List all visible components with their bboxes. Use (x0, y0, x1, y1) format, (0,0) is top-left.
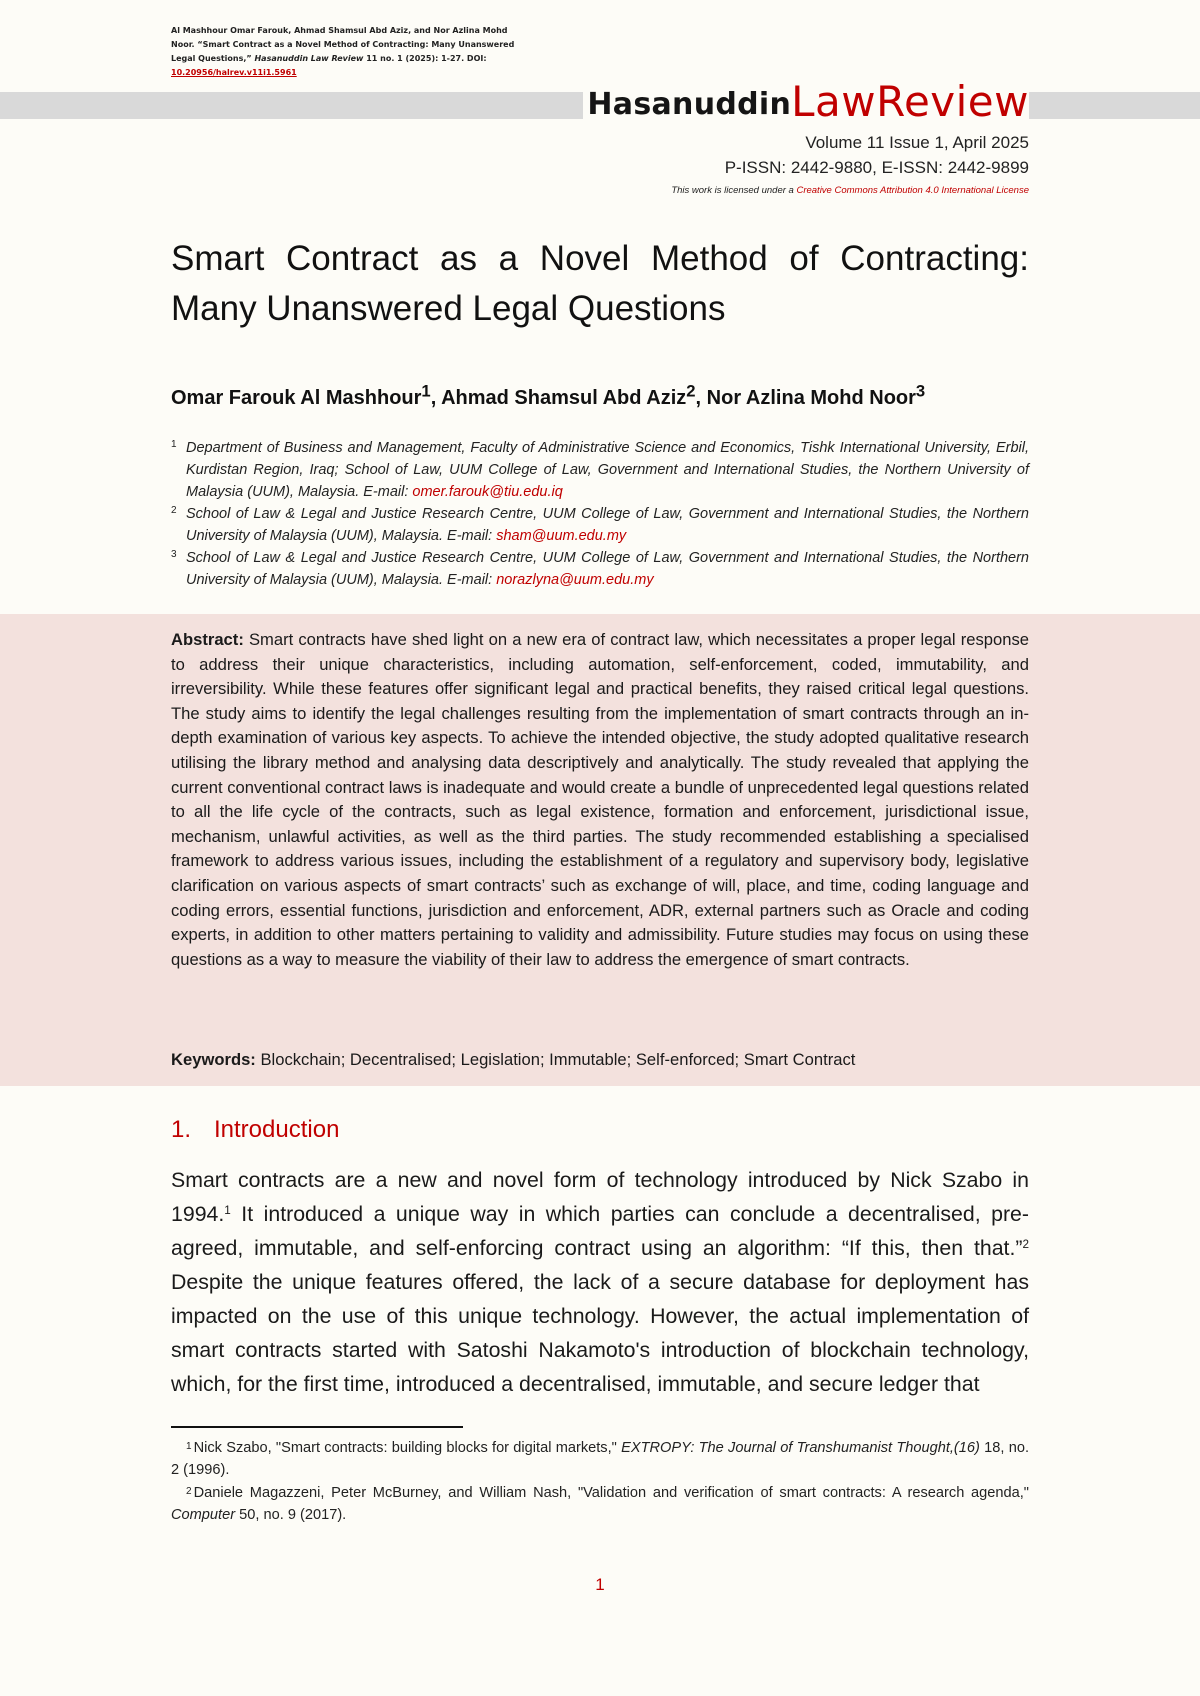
footnotes (171, 1436, 1029, 1526)
footnote-details: 18, no. 2 (1996). (171, 1440, 1029, 1478)
footnote-number: 1 (186, 1441, 192, 1452)
license-prefix: This work is licensed under a (671, 185, 794, 196)
footnote-source: Computer (171, 1507, 236, 1523)
paper-title: Smart Contract as a Novel Method of Contracting: Many Unanswered Legal Questions (171, 239, 1029, 328)
keywords-text: Blockchain; Decentralised; Legislation; Immutable; Self-enforced; Smart Contract (260, 1050, 856, 1069)
affiliation-body: School of Law & Legal and Justice Research Centre, UUM College of Law, Government and International Studies, the Northern University of Malaysia (UUM), Malaysia. E-mail: (186, 550, 1029, 588)
affiliation-number: 1 (171, 439, 177, 450)
author-name: Omar Farouk Al Mashhour (171, 386, 422, 409)
license-link[interactable]: Creative Commons Attribution 4.0 International License (796, 185, 1029, 196)
footnote-number: 2 (186, 1486, 192, 1497)
affiliations (171, 437, 1029, 591)
abstract-text: Smart contracts have shed light on a new era of contract law, which necessitates a proper legal response to address their unique characteristics, including automation, self-enforcement, coded, immutability, and irreversibility. While these features offer significant legal and practical benefits, they raised critical legal questions. The study aims to identify the legal challenges resulting from the implementation of smart contracts through an in-depth examination of various key aspects. To achieve the intended objective, the study adopted qualitative research utilising the library method and analysing data descriptively and analytically. The study revealed that applying the current conventional contract laws is inadequate and would create a bundle of unprecedented legal questions related to all the life cycle of the contracts, such as legal existence, formation and enforcement, jurisdictional issue, mechanism, unlawful activities, as well as the third parties. The study recommended establishing a specialised framework to address various issues, including the establishment of a regulatory and supervisory body, legislative clarification on various aspects of smart contracts’ such as exchange of will, place, and time, coding language and coding errors, essential functions, jurisdiction and enforcement, ADR, external partners such as Oracle and coding experts, in addition to other matters pertaining to validity and admissibility. Future studies may focus on using these questions as a way to measure the viability of their law to address the emergence of smart contracts. (171, 630, 1029, 969)
email-link[interactable]: norazlyna@uum.edu.my (496, 572, 654, 588)
logo-part-hasanuddin: Hasanuddin (587, 87, 792, 122)
abstract (171, 628, 1029, 972)
doi-link[interactable]: 10.20956/halrev.v11i1.5961 (171, 68, 297, 77)
email-link[interactable]: sham@uum.edu.my (496, 528, 627, 544)
citation-text: Al Mashhour Omar Farouk, Ahmad Shamsul Abd Aziz, and Nor Azlina Mohd Noor. “Smart Contract as a Novel Method of Contracting: Many Unanswered Legal Questions,” (171, 26, 515, 63)
affiliation-number: 2 (171, 505, 177, 516)
affiliation-2 (171, 503, 1029, 547)
issn-info: P-ISSN: 2442-9880, E-ISSN: 2442-9899 (724, 158, 1029, 177)
affiliation-3 (171, 547, 1029, 591)
body-text-2: It introduced a unique way in which parties can conclude a decentralised, pre-agreed, immutable, and self-enforcing contract using an algorithm: “If this, then that.” (171, 1202, 1029, 1260)
section-number: 1. (171, 1116, 192, 1143)
page-number: 1 (595, 1575, 605, 1594)
email-link[interactable]: omer.farouk@tiu.edu.iq (412, 484, 563, 500)
citation-details: 11 no. 1 (2025): 1-27. DOI: (366, 54, 487, 63)
affiliation-text (186, 503, 1029, 547)
keywords-label: Keywords: (171, 1050, 256, 1069)
journal-meta (671, 130, 1029, 202)
keywords (171, 1048, 1029, 1072)
footnote-divider (171, 1426, 463, 1428)
license-line (671, 180, 1029, 202)
author-separator: , (430, 386, 442, 409)
citation-block (171, 24, 531, 80)
footnote-1 (171, 1436, 1029, 1481)
footnote-ref-2[interactable]: 2 (1022, 1237, 1029, 1251)
footnote-text: Nick Szabo, "Smart contracts: building blocks for digital markets," (193, 1440, 617, 1456)
author-1 (171, 381, 442, 409)
section-heading (171, 1116, 339, 1144)
affiliation-1 (171, 437, 1029, 503)
author-name: Ahmad Shamsul Abd Aziz (441, 386, 687, 409)
citation-journal: Hasanuddin Law Review (254, 54, 364, 63)
affiliation-body: School of Law & Legal and Justice Research Centre, UUM College of Law, Government and International Studies, the Northern University of Malaysia (UUM), Malaysia. E-mail: (186, 506, 1029, 544)
affiliation-text (186, 547, 1029, 591)
author-affil-mark: 2 (686, 381, 696, 400)
author-affil-mark: 3 (915, 381, 926, 400)
affiliation-body: Department of Business and Management, Faculty of Administrative Science and Economics, Tishk International University, Erbil, Kurdistan Region, Iraq; School of Law, UUM College of Law, Government and International Studies, the Northern University of Malaysia (UUM), Malaysia. E-mail: (186, 440, 1029, 500)
author-list (171, 381, 925, 410)
affiliation-number: 3 (171, 549, 177, 560)
body-text-1: Smart contracts are a new and novel form of technology introduced by Nick Szabo in 1994. (171, 1168, 1029, 1226)
logo-part-lawreview: LawReview (791, 77, 1029, 126)
intro-paragraph (171, 1163, 1029, 1401)
footnote-2 (171, 1481, 1029, 1526)
body-text-3: Despite the unique features offered, the lack of a secure database for deployment has impacted on the use of this unique technology. However, the actual implementation of smart contracts started with Satoshi Nakamoto's introduction of blockchain technology, which, for the first time, introduced a decentralised, immutable, and secure ledger that (171, 1270, 1029, 1396)
author-affil-mark: 1 (421, 381, 431, 400)
footnote-source: EXTROPY: The Journal of Transhumanist Thought,(16) (621, 1440, 980, 1456)
author-name: Nor Azlina Mohd Noor (706, 386, 916, 409)
author-separator: , (695, 386, 707, 409)
footnote-text: Daniele Magazzeni, Peter McBurney, and William Nash, "Validation and verification of smart contracts: A research agenda," (193, 1485, 1029, 1501)
author-3 (706, 381, 926, 409)
section-title: Introduction (214, 1116, 340, 1143)
journal-logo (583, 70, 1029, 126)
volume-info: Volume 11 Issue 1, April 2025 (805, 133, 1029, 152)
author-2 (441, 381, 707, 409)
abstract-label: Abstract: (171, 630, 244, 649)
affiliation-text (186, 437, 1029, 503)
footnote-ref-1[interactable]: 1 (224, 1203, 231, 1217)
footnote-details: 50, no. 9 (2017). (235, 1507, 347, 1523)
